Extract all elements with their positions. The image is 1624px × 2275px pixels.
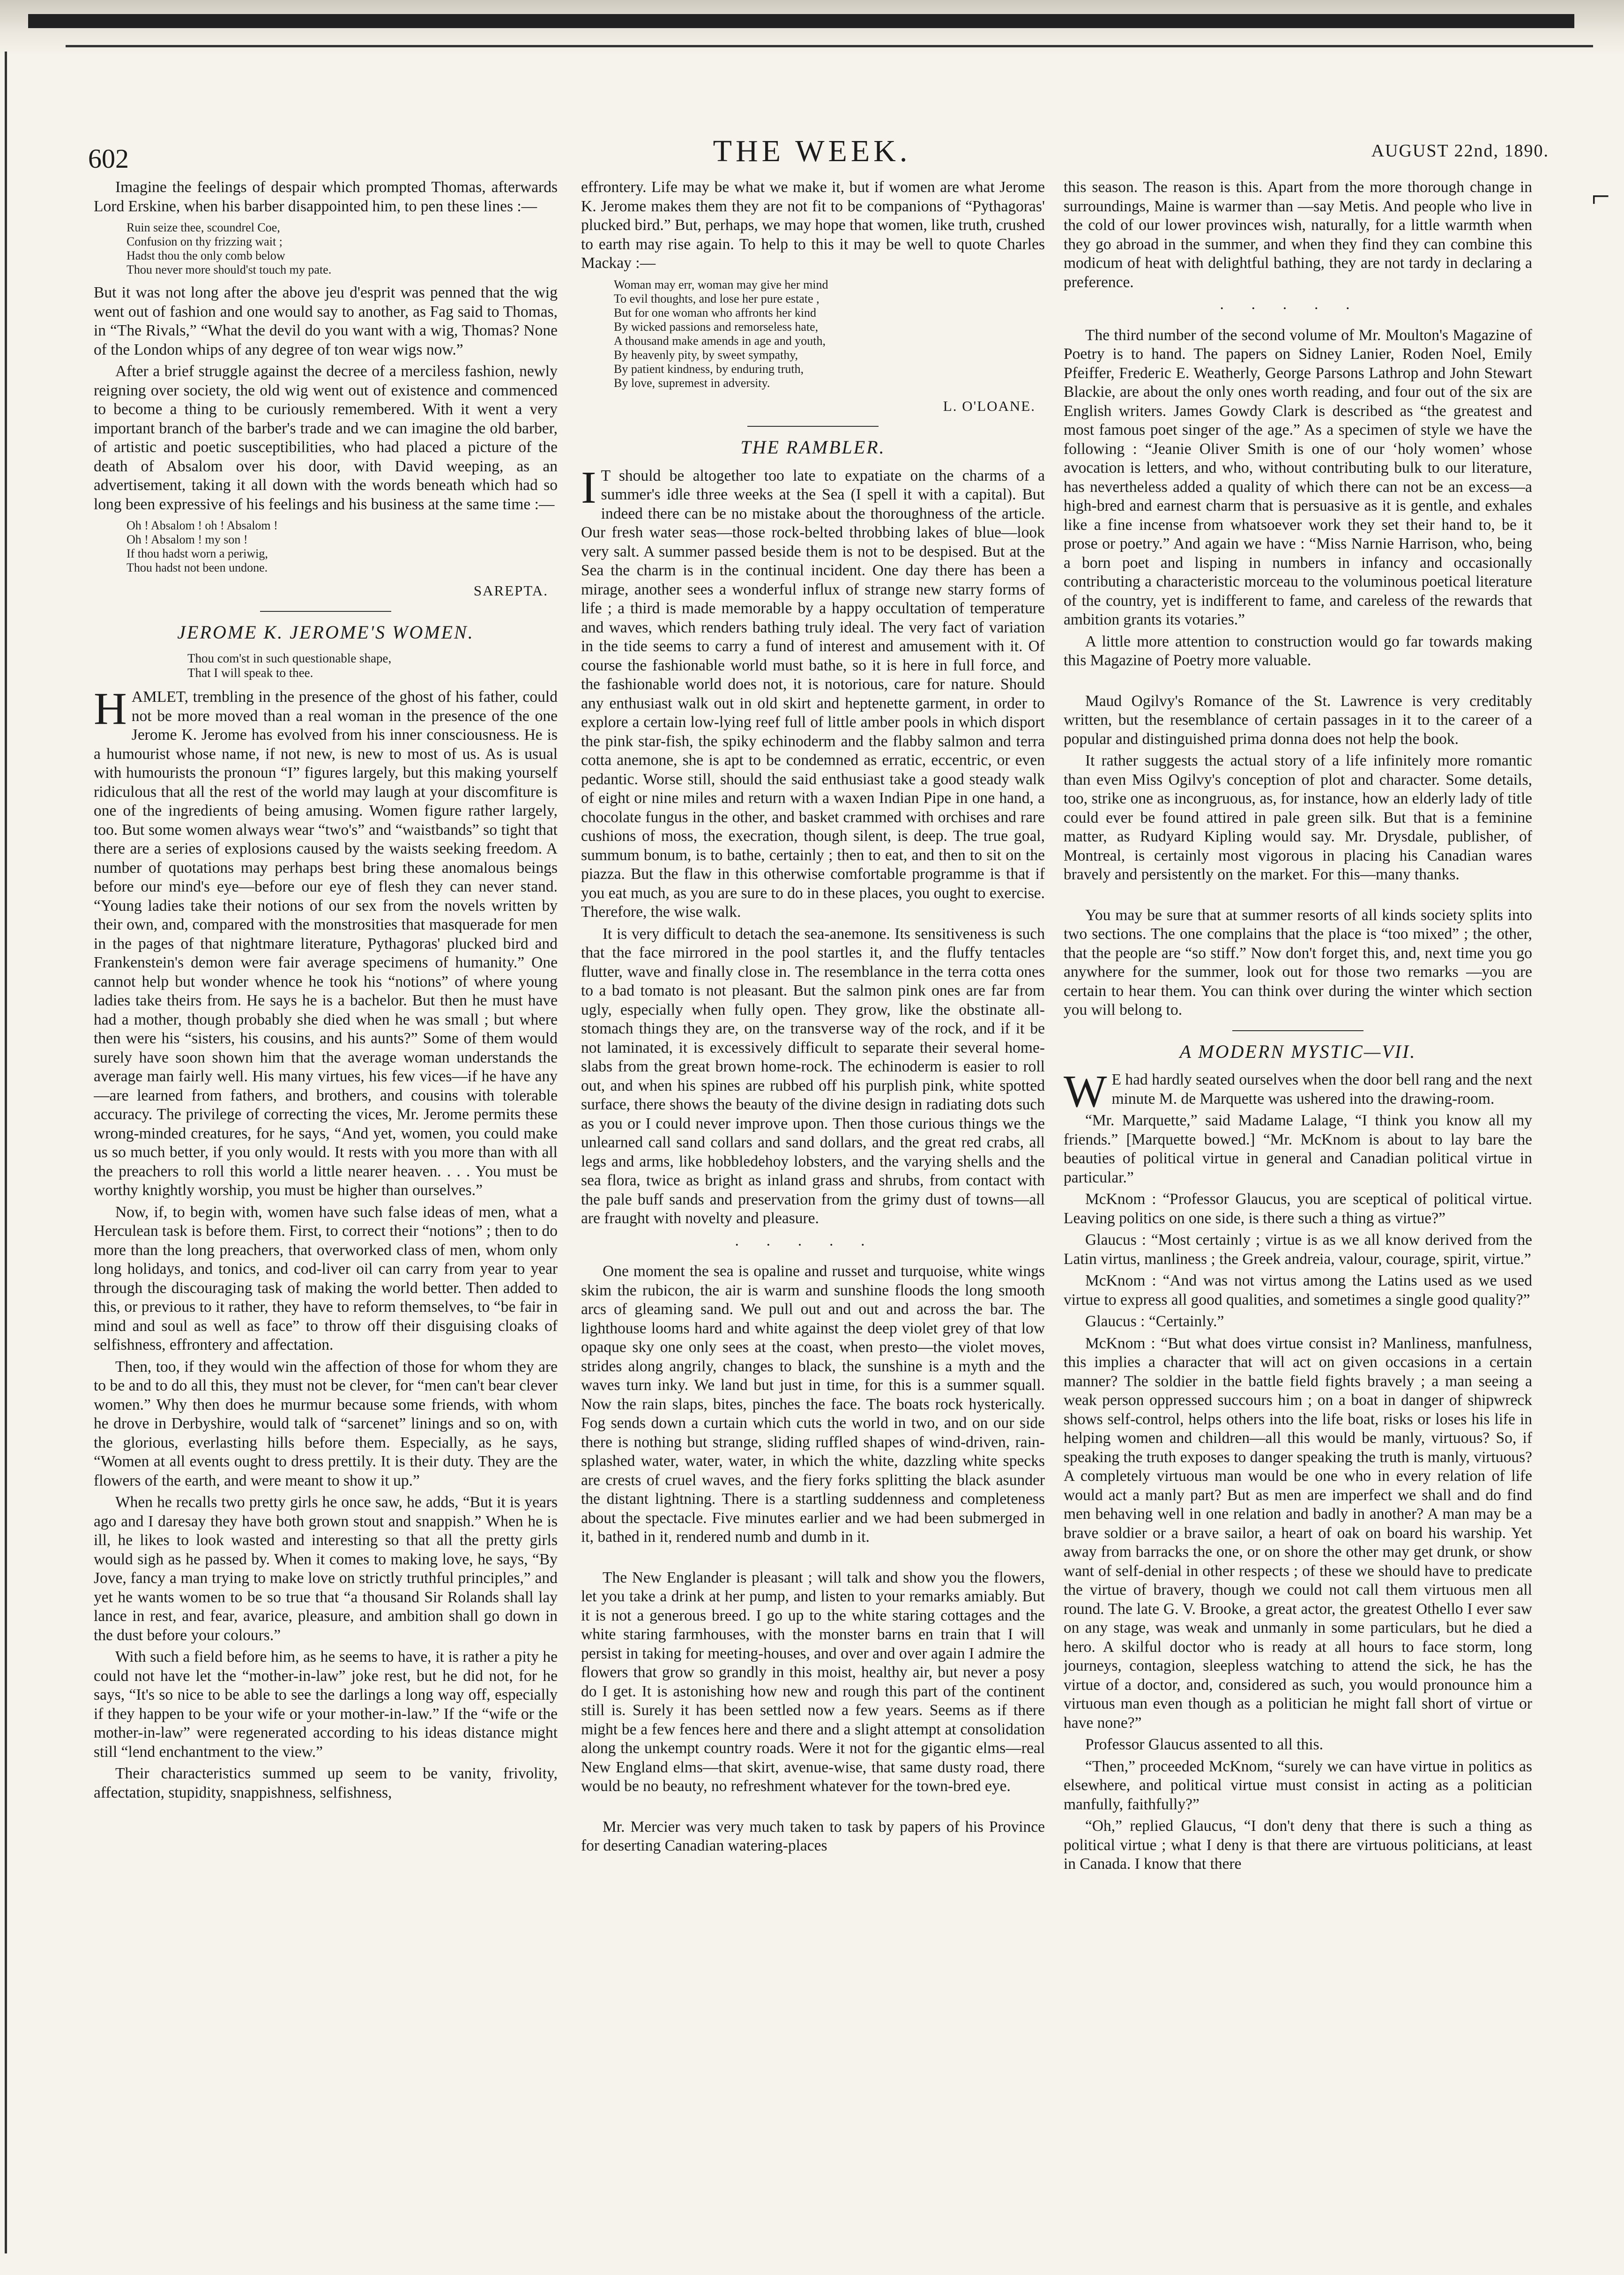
- paragraph: McKnom : “And was not virtus among the Latins used as we used virtue to express all good qualities, and sometimes a single good quality?”: [1064, 1272, 1532, 1308]
- section-divider: [747, 426, 879, 427]
- paragraph: this season. The reason is this. Apart from the more thorough change in surroundings, Maine is warmer than —say Metis. And people who live in the cold of our lower provinces wish, naturally, for a little warmth when they go abroad in the summer, and when they find they can combine this modicum of heat with delightful bathing, they are not tardy in declaring a preference.: [1064, 178, 1532, 291]
- verse-line: If thou hadst worn a periwig,: [127, 547, 268, 560]
- page-number: 602: [88, 143, 129, 174]
- paragraph: Glaucus : “Most certainly ; virtue is as we all know derived from the Latin virtus, manliness ; the Greek andreia, valour, courage, spirit, virtue.”: [1064, 1231, 1532, 1268]
- verse-line: By love, supremest in adversity.: [614, 376, 770, 390]
- section-gap: [581, 1550, 1045, 1569]
- verse-line: A thousand make amends in age and youth,: [614, 334, 826, 348]
- paragraph: One moment the sea is opaline and russet and turquoise, white wings skim the rubicon, the air is warm and sunshine floods the long smooth arcs of gleaming sand. We pull out and out and across the bar. The lighthouse looms hard and white against the deep violet grey of that low opaque sky one only sees at the coast, when presto—the violet moves, strides along angrily, changes to black, the sunshine is a myth and the waves turn inky. We land but just in time, for this is a summer squall. Now the rain slaps, bites, pinches the face. The boats rock hysterically. Fog sends down a curtain which cuts the world in two, and on our side there is nothing but strange, sliding ruffled shapes of wind-driven, rain-splashed water, water, water, in which the white, dazzling white specks are crests of cruel waves, and the fiery forks splitting the black asunder the distant lightning. There is a startling suddenness and completeness about the spectacle. Five minutes earlier and we had been submerged in it, bathed in it, rendered numb and dumb in it.: [581, 1263, 1045, 1546]
- section-gap: [1064, 887, 1532, 906]
- paragraph: Mr. Mercier was very much taken to task by papers of his Province for deserting Canadian watering-places: [581, 1818, 1045, 1854]
- paragraph: Imagine the feelings of despair which prompted Thomas, afterwards Lord Erskine, when his barber disappointed him, to pen these lines :—: [94, 178, 558, 215]
- paragraph: WE had hardly seated ourselves when the door bell rang and the next minute M. de Marquette was ushered into the drawing-room.: [1064, 1066, 1532, 1117]
- margin-mark: ⌐: [1591, 178, 1610, 215]
- article-heading: A MODERN MYSTIC—VII.: [1179, 1041, 1416, 1062]
- paragraph: A little more attention to construction would go far towards making this Magazine of Poetry more valuable.: [1064, 632, 1532, 669]
- paragraph: But it was not long after the above jeu d'esprit was penned that the wig went out of fashion and one would say to another, as Fag said to Thomas, in “The Rivals,” “What the devil do you want with a wig, Thomas? None of the London whips of any degree of ton wear wigs now.”: [94, 284, 558, 358]
- paragraph: “Then,” proceeded McKnom, “surely we can have virtue in politics as elsewhere, and political virtue must consist in acting as a politician manfully, faithfully?”: [1064, 1757, 1532, 1813]
- paragraph: Then, too, if they would win the affection of those for whom they are to be and to do all this, they must not be clever, for “men can't bear clever women.” Why then does he murmur because some friends, with whom he drove in Derbyshire, would talk of “sarcenet” linings and so on, with the glorious, everlasting hills before them. Especially, as he says, “Women at all events ought to dress prettily. It is their duty. They are the flowers of the earth, and were meant to show it up.”: [94, 1358, 558, 1489]
- paragraph: Glaucus : “Certainly.”: [1085, 1313, 1224, 1330]
- author-signature: SAREPTA.: [473, 582, 548, 599]
- section-divider: [260, 611, 391, 612]
- verse-line: Oh ! Absalom ! oh ! Absalom !: [127, 519, 278, 532]
- verse-absalom: [94, 519, 558, 575]
- paragraph: Now, if, to begin with, women have such false ideas of men, what a Herculean task is before them. First, to correct their “notions” ; then to do more than the long preachers, that overworked class of men, whom only long holidays, and tonics, and cod-liver oil can carry from year to year through the discouraging task of making the world better. Then added to this, or previous to it rather, they have to reform themselves, to “be fair in mind and soul as well as face” to throw off their disguising cloaks of selfishness, effrontery and affectation.: [94, 1203, 558, 1353]
- epigraph-line: That I will speak to thee.: [187, 666, 313, 680]
- column-3: [1064, 178, 1532, 2256]
- top-rule: [66, 45, 1593, 47]
- paragraph: The New Englander is pleasant ; will talk and show you the flowers, let you take a drink at her pump, and listen to your remarks amiably. But it is not a generous breed. I go up to the white staring cottages and the white staring farmhouses, with the monster barns en train that I will persist in taking for meeting-houses, and over and over again I admire the flowers that grow so grandly in this moist, healthy air, but never a posy do I get. It is astonishing how new and rough this part of the continent still is. Surely it has been settled now a few years. Seems as if there might be a few fences here and there and a slight attempt at consolidation along the unkempt country roads. Were it not for the gigantic elms—real New England elms—that skirt, avenue-wise, that same dusty road, there would be no beauty, no refreshment whatever for the town-bred eye.: [581, 1569, 1045, 1795]
- paragraph: Their characteristics summed up seem to be vanity, frivolity, affectation, stupidity, snappishness, selfishness,: [94, 1765, 558, 1801]
- column-2: [581, 178, 1045, 2256]
- author-signature: L. O'LOANE.: [943, 397, 1035, 414]
- verse-line: Thou hadst not been undone.: [127, 561, 268, 574]
- column-1: [94, 178, 558, 2256]
- verse-line: By patient kindness, by enduring truth,: [614, 362, 804, 376]
- paragraph: effrontery. Life may be what we make it, but if women are what Jerome K. Jerome makes them they are not fit to be companions of “Pythagoras' plucked bird.” But, perhaps, we may hope that women, like truth, crushed to earth may rise again. To help to this it may be well to quote Charles Mackay :—: [581, 178, 1045, 272]
- paragraph: When he recalls two pretty girls he once saw, he adds, “But it is years ago and I daresay they have both grown stout and snappish.” When he is ill, he likes to look wasted and interesting so that all the pretty girls would sigh as he passed by. When it comes to making love, he says, “By Jove, fancy a man trying to make love on strictly truthful principles,” and yet he wants women to be so true that “a thousand Sir Rolands shall lay lance in rest, and fear, avarice, pleasure, and ambition shall go down in the dust before your colours.”: [94, 1494, 558, 1644]
- section-break-dots: ·····: [734, 1236, 892, 1254]
- paragraph: HAMLET, trembling in the presence of the ghost of his father, could not be more moved than a real woman in the presence of the one Jerome K. Jerome has evolved from his inner consciousness. He is a humourist whose name, if not new, is new to most of us. As is usual with humourists the pronoun “I” figures largely, but this making yourself ridiculous that all the rest of the world may laugh at your discomfiture is one of the ingredients of being amusing. Women figure rather largely, too. But some women always wear “two's” and “waistbands” so tight that there are a series of explosions caused by the waists seeking freedom. A number of quotations may perhaps best bring these anomalous beings before our mind's eye—before our eye of flesh they can never stand. “Young ladies take their notions of our sex from the novels written by their own, and, compared with the monstrosities that masquerade for men in the pages of that nightmare literature, Pythagoras' plucked bird and Frankenstein's demon were fair average specimens of humanity.” One cannot help but wonder whence he took his “notions” of where young ladies take theirs from. He says he is a bachelor. But then he must have had a mother, though probably she died when he was small ; but where then were his “sisters, his cousins, and his aunts?” Some of them would surely have soon shown him that the average woman understands the average man fairly well. His many virtues, his few vices—if he have any—are learned from fathers, and brothers, and cousins with tolerable accuracy. The privilege of correcting the vices, Mr. Jerome permits these wrong-minded creatures, for he says, “And yet, women, you could make us so much better, if you only would. It rests with you more than with all the preachers to roll this world a little nearer heaven. . . . You must be worthy knightly worship, you must be higher than ourselves.”: [94, 684, 558, 1199]
- article-heading: THE RAMBLER.: [740, 437, 886, 458]
- paragraph: IT should be altogether too late to expatiate on the charms of a summer's idle three weeks at the Sea (I spell it with a capital). But indeed there can be no mistake about the thoroughness of the article. Our fresh water seas—those rock-belted throbbing lakes of blue—look very salt. A summer passed beside them is not to be despised. But at the Sea the charm is in the continual incident. One day there has been a mirage, another sees a wonderful influx of strange new starry forms of life ; a third is made memorable by a happy occultation of temperature and waves, which renders bathing truly ideal. The very fact of variation in the tide seems to carry a fund of interest and amusement with it. Of course the fashionable world must bathe, so it is here in full force, and the fashionable world does not, it is notorious, care for nature. Should any enthusiast walk out in old skirt and heptenette garment, in order to explore a certain low-lying reef full of little amber pools in which disport the pink star-fish, the spiky echinoderm and the flabby salmon and terra cotta anemone, she is apt to be condemned as erratic, eccentric, or even pedantic. Worse still, should the said enthusiast take a good steady walk of eight or nine miles and return with a waxen Indian Pipe in one hand, a chocolate fungus in the other, and basket crammed with orchises and rare cushions of moss, the execration, though silent, is deep. The true goal, summum bonum, is to bathe, certainly ; then to eat, and then to sit on the piazza. But the flaw in this otherwise comfortable programme is that if you eat much, as you are sure to do in these places, you ought to exercise. Therefore, the wise walk.: [581, 462, 1045, 921]
- left-binding-rule: [5, 52, 7, 2253]
- verse-line: Woman may err, woman may give her mind: [614, 277, 828, 291]
- verse-line: Ruin seize thee, scoundrel Coe,: [127, 221, 280, 234]
- paragraph: The third number of the second volume of Mr. Moulton's Magazine of Poetry is to hand. The papers on Sidney Lanier, Roden Noel, Emily Pfeiffer, Frederic E. Weatherly, George Parsons Lathrop and John Stewart Blackie, are about the only ones worth reading, and four out of the six are English writers. James Gowdy Clark is described as “the greatest and most famous poet singer of the age.” As a specimen of style we have the following : “Jeanie Oliver Smith is one of our ‘holy women’ whose avocation is letters, and who, without contributing bulk to our literature, has nevertheless added a quality of which there can not be an excess—a high-bred and earnest charm that is persuasive as it is gentle, and exhales like a fine incense from whatsoever work they set their hand to, be it prose or poetry.” And again we have : “Miss Narnie Harrison, who, being a born poet and lisping in numbers in infancy and occasionally contributing a characteristic morceau to the voluminous poetical literature of the country, yet is indifferent to fame, and careless of the rewards that ambition grants its votaries.”: [1064, 326, 1532, 628]
- section-divider: [1232, 1030, 1363, 1031]
- paragraph: With such a field before him, as he seems to have, it is rather a pity he could not have let the “mother-in-law” joke rest, but he did not, for he says, “It's so nice to be able to see the darlings a long way off, especially if they happen to be your wife or your mother-in-law.” If the “wife or the mother-in-law” were regenerated according to his ideas distance might still “lend enchantment to the view.”: [94, 1648, 558, 1761]
- scan-edge: [0, 0, 1624, 56]
- paragraph: It is very difficult to detach the sea-anemone. Its sensitiveness is such that the face mirrored in the pool startles it, and the fluffy tentacles flutter, wave and finally close in. The resemblance in the terra cotta ones to a bad tomato is not pleasant. But the salmon pink ones are far from ugly, especially when fully open. They grow, like the obstinate all-stomach things they are, on the transverse way of the rock, and if it be not laminated, it is excessively difficult to separate their several home-slabs from the great brown home-rock. The echinoderm is easier to roll out, and when his spines are rubbed off his purplish pink, white spotted surface, there shows the beauty of the divine design in radiating dots such as you or I could never improve upon. Then those curious things we the unlearned call sand collars and sand dollars, and the great red crabs, all legs and arms, like hobbledehoy lobsters, and the varying shells and the sea flora, twice as bright as inland grass and shrubs, from contact with the pale buff sands and preservation from the grimy dust of towns—all are fraught with novelty and pleasure.: [581, 925, 1045, 1227]
- issue-date: AUGUST 22nd, 1890.: [1371, 141, 1549, 161]
- section-gap: [581, 1799, 1045, 1818]
- paragraph: McKnom : “Professor Glaucus, you are sceptical of political virtue. Leaving politics on one side, is there such a thing as virtue?”: [1064, 1190, 1532, 1227]
- section-break-dots: ·····: [1219, 300, 1377, 317]
- verse-line: Oh ! Absalom ! my son !: [127, 533, 248, 546]
- verse-line: By heavenly pity, by sweet sympathy,: [614, 348, 798, 362]
- verse-line: But for one woman who affronts her kind: [614, 305, 817, 320]
- masthead: THE WEEK.: [713, 134, 911, 168]
- verse-line: To evil thoughts, and lose her pure estate ,: [614, 291, 819, 305]
- paragraph: McKnom : “But what does virtue consist in? Manliness, manfulness, this implies a character that will act on given occasions in a certain manner? The soldier in the battle field fights bravely ; a man seeing a weak person oppressed succours him ; on a boat in danger of shipwreck shows self-control, helps others into the life boat, risks or loses his life in helping women and children—all this would be manly, virtuous? So, if speaking the truth exposes to danger speaking the truth is manly, virtuous? A completely virtuous man would be one who in every relation of life would act a manly part? But as men are imperfect we shall and do find men behaving well in one relation and badly in another? A man may be a brave soldier or a brave sailor, a heart of oak on board his warship. Yet away from barracks the one, or on shore the other may get drunk, or show want of self-denial in other respects ; of these we should have to predicate the virtue of bravery, though we could not call them virtuous men all round. The late G. V. Brooke, a great actor, the greatest Othello I ever saw on any stage, was weak and unmanly in some particulars, but he died a hero. A skilful doctor who is ready at all hours to face storm, long journeys, contagion, sleepless watching to attend the sick, he has the virtue of a doctor, and, considered as such, you would pronounce him a virtuous man even though as a politician he might fall short of virtue or have none?”: [1064, 1334, 1532, 1732]
- scan-band: [28, 14, 1574, 28]
- paragraph: “Mr. Marquette,” said Madame Lalage, “I think you know all my friends.” [Marquette bowed.] “Mr. McKnom is about to lay bare the beauties of political virtue in general and Canadian political virtue in particular.”: [1064, 1112, 1532, 1186]
- verse-line: Hadst thou the only comb below: [127, 249, 285, 262]
- verse-erskine: [94, 221, 558, 277]
- verse-mackay: [581, 278, 1045, 390]
- paragraph: You may be sure that at summer resorts of all kinds society splits into two sections. The one complains that the place is “too mixed” ; the other, that the people are “so stiff.” Now don't forget this, and, next time you go anywhere for the summer, look out for those two remarks —you are certain to hear them. You can think over during the winter which section you will belong to.: [1064, 906, 1532, 1019]
- verse-line: By wicked passions and remorseless hate,: [614, 320, 819, 334]
- article-heading: JEROME K. JEROME'S WOMEN.: [177, 621, 474, 643]
- paragraph: Maud Ogilvy's Romance of the St. Lawrence is very creditably written, but the resemblance of certain passages in it to the career of a popular and distinguished prima donna does not help the book.: [1064, 692, 1532, 748]
- paragraph: Professor Glaucus assented to all this.: [1085, 1736, 1323, 1753]
- verse-line: Thou never more should'st touch my pate.: [127, 263, 332, 276]
- epigraph: [94, 651, 558, 680]
- section-gap: [1064, 673, 1532, 692]
- verse-line: Confusion on thy frizzing wait ;: [127, 235, 283, 248]
- paragraph: After a brief struggle against the decree of a merciless fashion, newly reigning over society, the old wig went out of existence and commenced to become a thing to be curiously remembered. With it went a very important branch of the barber's trade and we can imagine the old barber, of artistic and poetic susceptibilities, who had placed a picture of the death of Absalom over his door, with David weeping, as an advertisement, taking it all down with the words beneath which had so long been expressive of his feelings and his business at the same time :—: [94, 363, 558, 513]
- paragraph: “Oh,” replied Glaucus, “I don't deny that there is such a thing as political virtue ; what I deny is that there are virtuous politicians, at least in Canada. I know that there: [1064, 1817, 1532, 1873]
- epigraph-line: Thou com'st in such questionable shape,: [187, 651, 392, 665]
- paragraph: It rather suggests the actual story of a life infinitely more romantic than even Miss Ogilvy's conception of plot and character. Some details, too, strike one as incongruous, as, for instance, how an elderly lady of title could ever be found attired in pale green silk. But that is a feminine matter, as Rudyard Kipling would say. Mr. Drysdale, publisher, of Montreal, is certainly most vigorous in placing his Canadian wares bravely and persistently on the market. For this—many thanks.: [1064, 752, 1532, 883]
